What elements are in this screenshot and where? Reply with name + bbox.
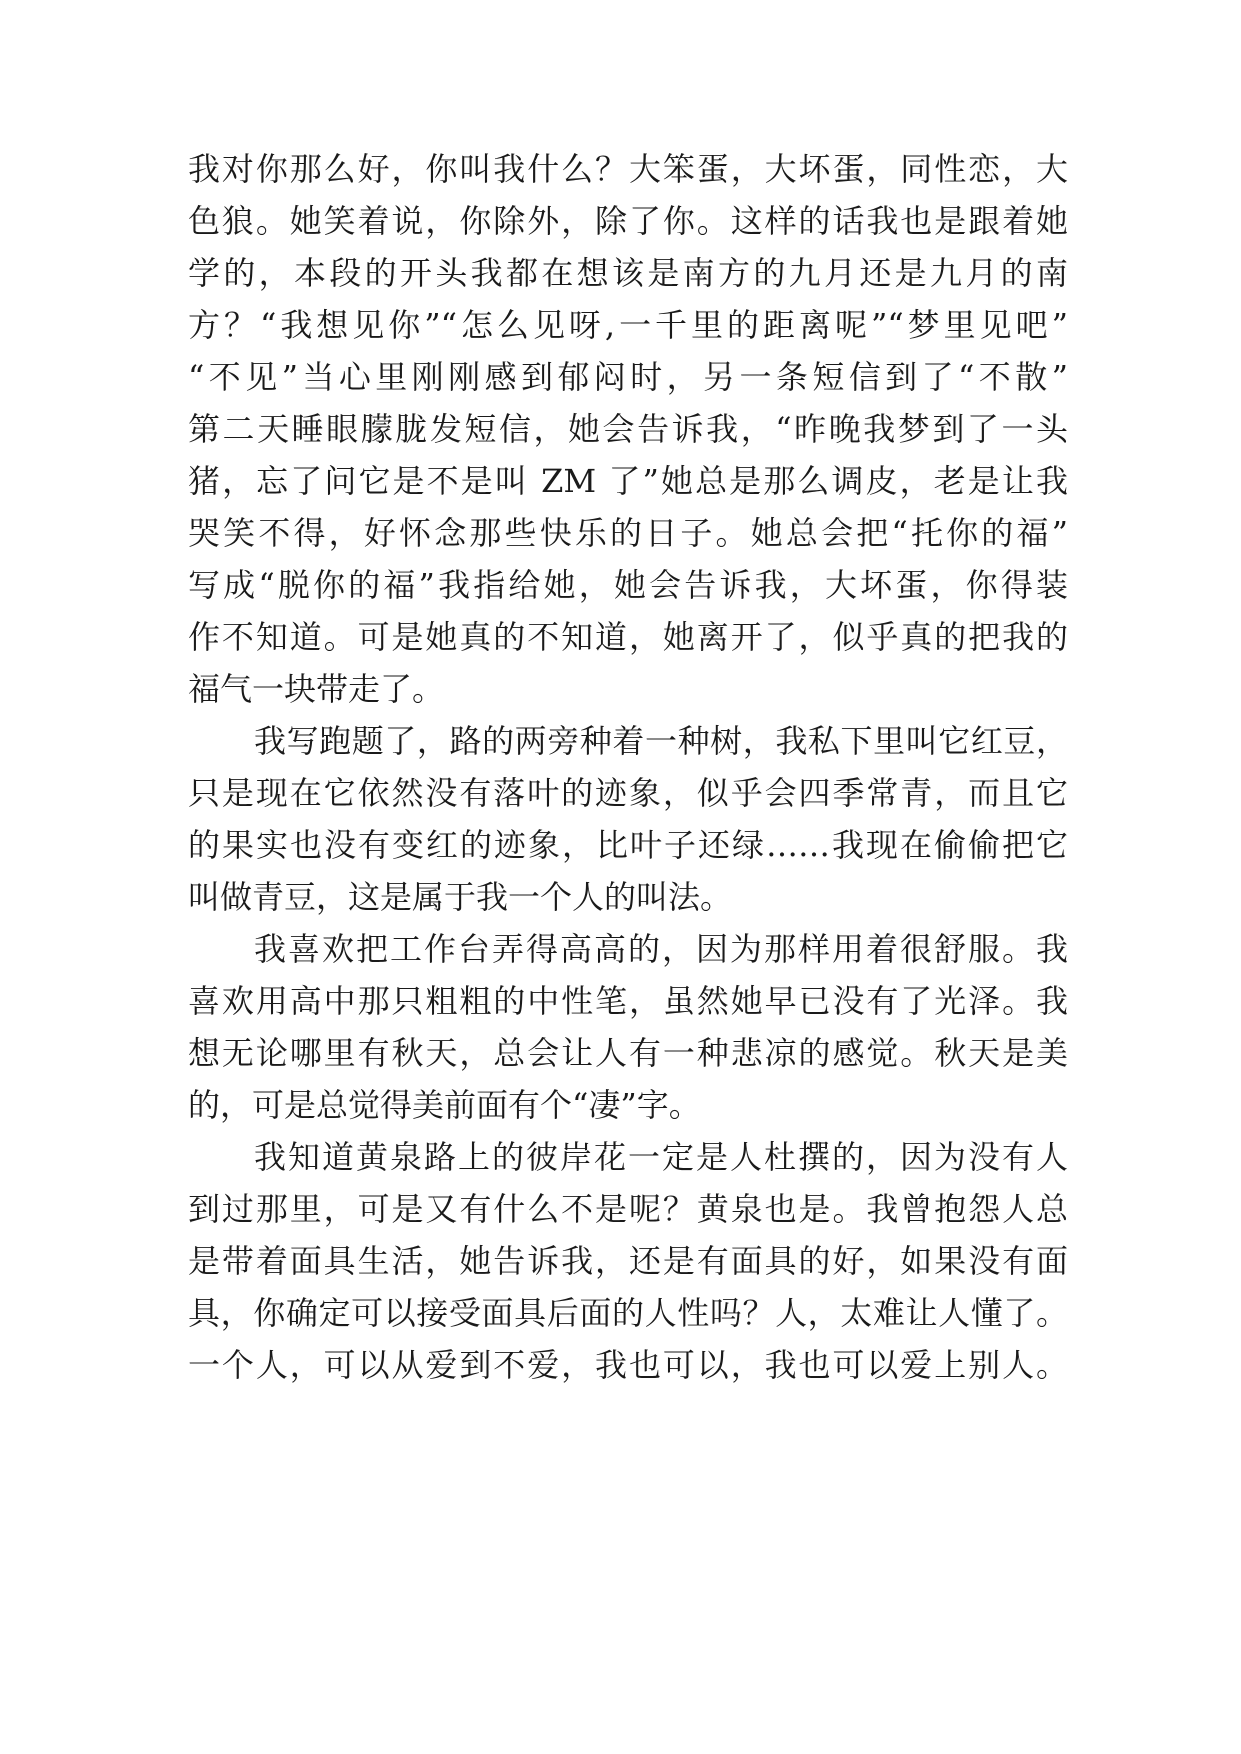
- text-line: 具，你确定可以接受面具后面的人性吗？人，太难让人懂了。: [188, 1294, 1068, 1332]
- text-line: 一个人，可以从爱到不爱，我也可以，我也可以爱上别人。: [188, 1346, 1068, 1384]
- text-line: 想无论哪里有秋天，总会让人有一种悲凉的感觉。秋天是美: [188, 1034, 1068, 1072]
- text-line: 的，可是总觉得美前面有个“凄”字。: [188, 1086, 701, 1124]
- text-line: 学的，本段的开头我都在想该是南方的九月还是九月的南: [188, 254, 1068, 292]
- text-line: “不见”当心里刚刚感到郁闷时，另一条短信到了“不散”: [188, 358, 1068, 396]
- text-line: 色狼。她笑着说，你除外，除了你。这样的话我也是跟着她: [188, 202, 1068, 240]
- paragraph-first-line: 我知道黄泉路上的彼岸花一定是人杜撰的，因为没有人: [254, 1138, 1068, 1176]
- text-line: 哭笑不得，好怀念那些快乐的日子。她总会把“托你的福”: [188, 514, 1068, 552]
- text-line: 只是现在它依然没有落叶的迹象，似乎会四季常青，而且它: [188, 774, 1068, 812]
- text-line: 到过那里，可是又有什么不是呢？黄泉也是。我曾抱怨人总: [188, 1190, 1068, 1228]
- text-line: 第二天睡眼朦胧发短信，她会告诉我，“昨晚我梦到了一头: [188, 410, 1068, 448]
- text-line: 喜欢用高中那只粗粗的中性笔，虽然她早已没有了光泽。我: [188, 982, 1068, 1020]
- text-line: 猪，忘了问它是不是叫 ZM 了”她总是那么调皮，老是让我: [188, 462, 1068, 500]
- text-line: 叫做青豆，这是属于我一个人的叫法。: [188, 878, 733, 916]
- text-line: 是带着面具生活，她告诉我，还是有面具的好，如果没有面: [188, 1242, 1068, 1280]
- paragraph-first-line: 我喜欢把工作台弄得高高的，因为那样用着很舒服。我: [254, 930, 1068, 968]
- text-line: 写成“脱你的福”我指给她，她会告诉我，大坏蛋，你得装: [188, 566, 1068, 604]
- text-line: 方？“我想见你”“怎么见呀,一千里的距离呢”“梦里见吧”: [188, 306, 1068, 344]
- text-line: 福气一块带走了。: [188, 670, 445, 708]
- paragraph-first-line: 我写跑题了，路的两旁种着一种树，我私下里叫它红豆，: [254, 722, 1068, 760]
- text-line: 我对你那么好，你叫我什么？大笨蛋，大坏蛋，同性恋，大: [188, 150, 1068, 188]
- text-line: 作不知道。可是她真的不知道，她离开了，似乎真的把我的: [188, 618, 1068, 656]
- text-line: 的果实也没有变红的迹象，比叶子还绿……我现在偷偷把它: [188, 826, 1068, 864]
